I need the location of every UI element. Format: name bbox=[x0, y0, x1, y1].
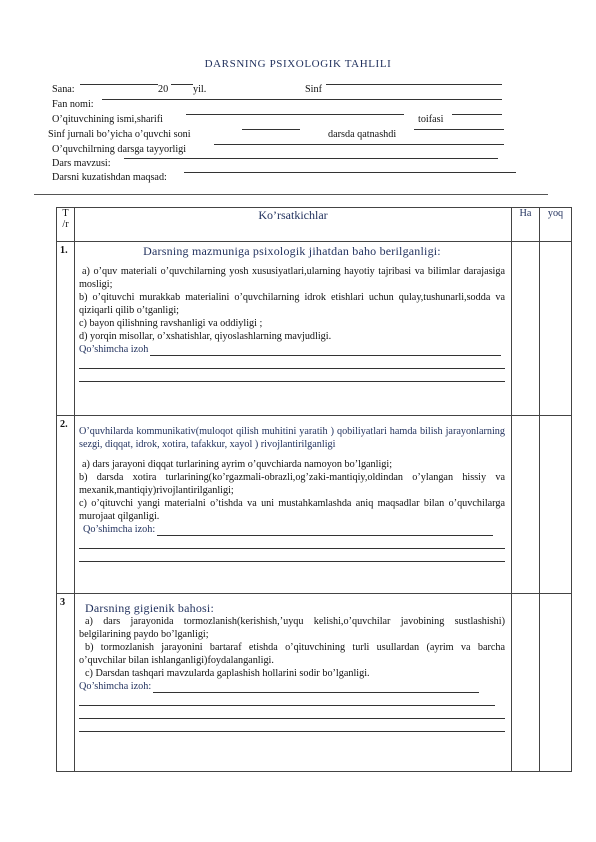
list-item: a) o’quv materiali o’quvchilarning yosh xususiyatlari,ularning hayotiy tajribasi va bilimlar darajasiga mosligi; bbox=[79, 266, 505, 290]
note-line[interactable] bbox=[153, 680, 479, 693]
row-number: 1. bbox=[57, 242, 75, 416]
note-line[interactable] bbox=[79, 536, 505, 549]
ready-label: O’quvchilrning darsga tayyorligi bbox=[52, 144, 187, 155]
toifa-label: toifasi bbox=[418, 114, 444, 125]
document-title: DARSNING PSIXOLOGIK TAHLILI bbox=[204, 58, 392, 70]
table-header-row bbox=[57, 208, 572, 242]
table-row bbox=[57, 416, 572, 594]
note-line[interactable] bbox=[79, 369, 505, 382]
sana-label: Sana: bbox=[52, 84, 75, 95]
note-line[interactable] bbox=[79, 356, 505, 369]
header-tr-part: /r bbox=[62, 219, 69, 230]
list-item: b) tormozlanish jarayonini bartaraf etishda o’qituvchining turli usullardan (ayrim va barcha o’quvchilar bilan ishlanganligi)foydalanganligi. bbox=[79, 642, 505, 666]
list-item: a) dars jarayoni diqqat turlarining ayrim o’quvchiarda namoyon bo’lganligi; bbox=[82, 459, 393, 470]
attend-blank[interactable] bbox=[414, 129, 504, 130]
journal-label: Sinf jurnali bo’yicha o’quvchi soni bbox=[48, 129, 191, 140]
row-content bbox=[75, 242, 512, 416]
list-item: a) dars jarayonida tormozlanish(kerishish,’uyqu kelishi,o’quvchilar javobining sustlashishi) belgilarining paydo bo’lganligi; bbox=[79, 616, 505, 640]
list-item: d) yorqin misollar, o’xshatishlar, qiyoslashlarning mavjudligi. bbox=[79, 331, 332, 342]
sana-year: 20 bbox=[158, 84, 169, 95]
topic-label: Dars mavzusi: bbox=[52, 158, 111, 169]
row-content bbox=[75, 416, 512, 594]
yoq-cell[interactable] bbox=[540, 242, 572, 416]
list-item: c) bayon qilishning ravshanligi va oddiyligi ; bbox=[79, 318, 263, 329]
teacher-blank[interactable] bbox=[186, 114, 404, 115]
header-tr bbox=[57, 208, 75, 242]
criteria-table bbox=[56, 207, 572, 772]
fan-label: Fan nomi: bbox=[52, 99, 94, 110]
yoq-cell[interactable] bbox=[540, 416, 572, 594]
note-label: Qo’shimcha izoh bbox=[79, 344, 149, 355]
toifa-blank[interactable] bbox=[452, 114, 502, 115]
ha-cell[interactable] bbox=[512, 242, 540, 416]
fan-blank[interactable] bbox=[102, 99, 502, 100]
note-line[interactable] bbox=[157, 523, 493, 536]
sinf-label: Sinf bbox=[305, 84, 322, 95]
yoq-cell[interactable] bbox=[540, 594, 572, 772]
note-line[interactable] bbox=[79, 693, 495, 706]
topic-blank[interactable] bbox=[124, 158, 498, 159]
attend-label: darsda qatnashdi bbox=[328, 129, 397, 140]
list-item: c) o’qituvchi yangi materialni o’tishda va uni mustahkamlashda aniq maqsadlar bilan o’quvchilarga murojaat qilganligi. bbox=[79, 498, 505, 522]
separator-line bbox=[34, 194, 548, 195]
sana-year-suffix: yil. bbox=[193, 84, 207, 95]
list-item: b) darsda xotira turlarining(ko’rgazmali-obrazli,og’zaki-mantiqiy,oldindan o’ylangan hissiy va mexanik,mantiqiy)rivojlantirilganligi; bbox=[79, 472, 505, 496]
year-blank[interactable] bbox=[171, 84, 193, 85]
header-tr-part: T bbox=[62, 208, 69, 219]
goal-label: Darsni kuzatishdan maqsad: bbox=[52, 172, 167, 183]
row-content bbox=[75, 594, 512, 772]
row-heading: Darsning gigienik bahosi: bbox=[85, 601, 214, 615]
row-number: 3 bbox=[57, 594, 75, 772]
header-criteria: Ko’rsatkichlar bbox=[75, 208, 512, 242]
sana-blank[interactable] bbox=[80, 84, 158, 85]
teacher-label: O’qituvchining ismi,sharifi bbox=[52, 114, 163, 125]
note-line[interactable] bbox=[79, 719, 505, 732]
sinf-blank[interactable] bbox=[326, 84, 502, 85]
ha-cell[interactable] bbox=[512, 594, 540, 772]
note-label: Qo’shimcha izoh: bbox=[83, 524, 156, 535]
note-line[interactable] bbox=[79, 549, 505, 562]
note-label: Qo’shimcha izoh: bbox=[79, 681, 152, 692]
note-line[interactable] bbox=[79, 706, 505, 719]
header-yoq: yoq bbox=[540, 208, 572, 242]
header-ha: Ha bbox=[512, 208, 540, 242]
row-heading: O’quvhilarda kommunikativ(muloqot qilish muhitini yaratih ) qobiliyatlari hamda bilish jarayonlarning sezgi, diqqat, idrok, xotira, tafakkur, xayol ) rivojlantirilganligi bbox=[79, 426, 505, 450]
list-item: c) Darsdan tashqari mavzularda gaplashish hollarini sodir bo’lganligi. bbox=[85, 668, 370, 679]
table-row bbox=[57, 242, 572, 416]
row-heading: Darsning mazmuniga psixologik jihatdan baho berilganligi: bbox=[143, 244, 441, 258]
list-item: b) o’qituvchi murakkab materialini o’quvchilarning idrok etishlari uchun qulay,tushunarli,sodda va qiziqarli qilib o’tganligi; bbox=[79, 292, 505, 316]
note-line[interactable] bbox=[150, 343, 501, 356]
ha-cell[interactable] bbox=[512, 416, 540, 594]
table-row bbox=[57, 594, 572, 772]
goal-blank[interactable] bbox=[184, 172, 516, 173]
row-number: 2. bbox=[57, 416, 75, 594]
ready-blank[interactable] bbox=[214, 144, 504, 145]
journal-blank[interactable] bbox=[242, 129, 300, 130]
